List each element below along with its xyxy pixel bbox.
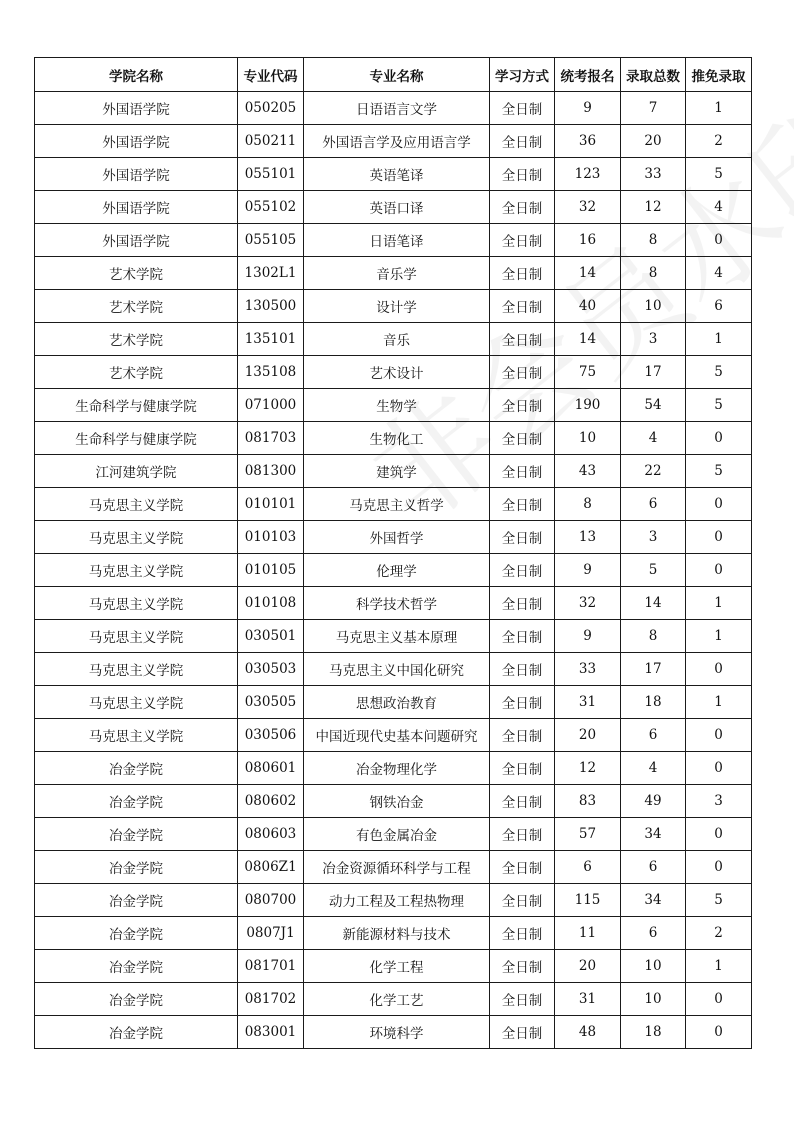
major-name-cell: 动力工程及工程热物理 bbox=[304, 884, 490, 917]
recommended-admitted-cell: 5 bbox=[686, 455, 752, 488]
major-code-cell: 030503 bbox=[238, 653, 304, 686]
college-name-cell: 冶金学院 bbox=[35, 785, 238, 818]
study-mode-cell: 全日制 bbox=[490, 752, 555, 785]
exam-applicants-cell: 14 bbox=[555, 257, 621, 290]
recommended-admitted-cell: 2 bbox=[686, 917, 752, 950]
recommended-admitted-cell: 5 bbox=[686, 356, 752, 389]
table-row bbox=[35, 422, 752, 455]
major-code-cell: 0806Z1 bbox=[238, 851, 304, 884]
total-admitted-cell: 18 bbox=[621, 1016, 686, 1049]
major-code-cell: 050205 bbox=[238, 92, 304, 125]
total-admitted-cell: 10 bbox=[621, 983, 686, 1016]
total-admitted-cell: 6 bbox=[621, 719, 686, 752]
study-mode-cell: 全日制 bbox=[490, 587, 555, 620]
recommended-admitted-cell: 0 bbox=[686, 983, 752, 1016]
major-name-cell: 冶金资源循环科学与工程 bbox=[304, 851, 490, 884]
study-mode-cell: 全日制 bbox=[490, 290, 555, 323]
major-name-cell: 化学工艺 bbox=[304, 983, 490, 1016]
total-admitted-cell: 6 bbox=[621, 851, 686, 884]
total-admitted-cell: 54 bbox=[621, 389, 686, 422]
major-code-cell: 010101 bbox=[238, 488, 304, 521]
table-row bbox=[35, 653, 752, 686]
college-name-cell: 冶金学院 bbox=[35, 752, 238, 785]
recommended-admitted-cell: 0 bbox=[686, 752, 752, 785]
total-admitted-cell: 3 bbox=[621, 521, 686, 554]
exam-applicants-cell: 9 bbox=[555, 92, 621, 125]
major-code-cell: 083001 bbox=[238, 1016, 304, 1049]
total-admitted-cell: 3 bbox=[621, 323, 686, 356]
college-name-cell: 冶金学院 bbox=[35, 1016, 238, 1049]
exam-applicants-cell: 123 bbox=[555, 158, 621, 191]
recommended-admitted-cell: 0 bbox=[686, 521, 752, 554]
table-row bbox=[35, 389, 752, 422]
study-mode-cell: 全日制 bbox=[490, 983, 555, 1016]
exam-applicants-cell: 36 bbox=[555, 125, 621, 158]
major-code-cell: 071000 bbox=[238, 389, 304, 422]
college-name-cell: 外国语学院 bbox=[35, 125, 238, 158]
recommended-admitted-cell: 3 bbox=[686, 785, 752, 818]
table-row bbox=[35, 125, 752, 158]
study-mode-cell: 全日制 bbox=[490, 521, 555, 554]
college-name-cell: 马克思主义学院 bbox=[35, 587, 238, 620]
major-name-cell: 生物化工 bbox=[304, 422, 490, 455]
table-row bbox=[35, 1016, 752, 1049]
college-name-cell: 生命科学与健康学院 bbox=[35, 389, 238, 422]
major-name-cell: 外国哲学 bbox=[304, 521, 490, 554]
recommended-admitted-cell: 4 bbox=[686, 257, 752, 290]
major-code-cell: 030501 bbox=[238, 620, 304, 653]
total-admitted-cell: 20 bbox=[621, 125, 686, 158]
major-code-cell: 030505 bbox=[238, 686, 304, 719]
study-mode-cell: 全日制 bbox=[490, 125, 555, 158]
study-mode-cell: 全日制 bbox=[490, 653, 555, 686]
exam-applicants-cell: 11 bbox=[555, 917, 621, 950]
study-mode-cell: 全日制 bbox=[490, 950, 555, 983]
total-admitted-cell: 34 bbox=[621, 884, 686, 917]
major-code-cell: 055105 bbox=[238, 224, 304, 257]
study-mode-cell: 全日制 bbox=[490, 1016, 555, 1049]
study-mode-cell: 全日制 bbox=[490, 488, 555, 521]
major-name-cell: 钢铁冶金 bbox=[304, 785, 490, 818]
study-mode-cell: 全日制 bbox=[490, 422, 555, 455]
total-admitted-cell: 22 bbox=[621, 455, 686, 488]
college-name-cell: 艺术学院 bbox=[35, 323, 238, 356]
total-admitted-cell: 33 bbox=[621, 158, 686, 191]
study-mode-cell: 全日制 bbox=[490, 224, 555, 257]
table-row bbox=[35, 323, 752, 356]
college-name-cell: 马克思主义学院 bbox=[35, 554, 238, 587]
major-code-cell: 055102 bbox=[238, 191, 304, 224]
college-name-cell: 冶金学院 bbox=[35, 851, 238, 884]
major-code-cell: 1302L1 bbox=[238, 257, 304, 290]
college-name-cell: 生命科学与健康学院 bbox=[35, 422, 238, 455]
study-mode-cell: 全日制 bbox=[490, 785, 555, 818]
table-row bbox=[35, 191, 752, 224]
recommended-admitted-cell: 0 bbox=[686, 422, 752, 455]
major-code-cell: 030506 bbox=[238, 719, 304, 752]
table-row bbox=[35, 620, 752, 653]
total-admitted-cell: 17 bbox=[621, 356, 686, 389]
college-name-cell: 外国语学院 bbox=[35, 158, 238, 191]
major-name-cell: 外国语言学及应用语言学 bbox=[304, 125, 490, 158]
study-mode-cell: 全日制 bbox=[490, 917, 555, 950]
table-row bbox=[35, 521, 752, 554]
major-name-cell: 马克思主义哲学 bbox=[304, 488, 490, 521]
college-name-cell: 艺术学院 bbox=[35, 290, 238, 323]
table-row bbox=[35, 488, 752, 521]
major-name-cell: 马克思主义中国化研究 bbox=[304, 653, 490, 686]
exam-applicants-cell: 115 bbox=[555, 884, 621, 917]
total-admitted-cell: 14 bbox=[621, 587, 686, 620]
admissions-table bbox=[34, 57, 752, 1049]
major-name-cell: 英语口译 bbox=[304, 191, 490, 224]
recommended-admitted-cell: 0 bbox=[686, 719, 752, 752]
major-code-cell: 081703 bbox=[238, 422, 304, 455]
total-admitted-cell: 4 bbox=[621, 752, 686, 785]
exam-applicants-cell: 13 bbox=[555, 521, 621, 554]
study-mode-cell: 全日制 bbox=[490, 851, 555, 884]
total-admitted-cell: 7 bbox=[621, 92, 686, 125]
college-name-cell: 马克思主义学院 bbox=[35, 653, 238, 686]
recommended-admitted-cell: 6 bbox=[686, 290, 752, 323]
header-major-code: 专业代码 bbox=[238, 58, 304, 92]
exam-applicants-cell: 83 bbox=[555, 785, 621, 818]
major-code-cell: 050211 bbox=[238, 125, 304, 158]
college-name-cell: 马克思主义学院 bbox=[35, 719, 238, 752]
table-header-row bbox=[35, 58, 752, 92]
major-name-cell: 设计学 bbox=[304, 290, 490, 323]
exam-applicants-cell: 8 bbox=[555, 488, 621, 521]
college-name-cell: 外国语学院 bbox=[35, 92, 238, 125]
major-name-cell: 环境科学 bbox=[304, 1016, 490, 1049]
total-admitted-cell: 4 bbox=[621, 422, 686, 455]
recommended-admitted-cell: 1 bbox=[686, 686, 752, 719]
major-name-cell: 科学技术哲学 bbox=[304, 587, 490, 620]
major-code-cell: 081701 bbox=[238, 950, 304, 983]
exam-applicants-cell: 31 bbox=[555, 686, 621, 719]
recommended-admitted-cell: 0 bbox=[686, 488, 752, 521]
total-admitted-cell: 17 bbox=[621, 653, 686, 686]
exam-applicants-cell: 16 bbox=[555, 224, 621, 257]
total-admitted-cell: 49 bbox=[621, 785, 686, 818]
table-row bbox=[35, 785, 752, 818]
college-name-cell: 马克思主义学院 bbox=[35, 620, 238, 653]
table-row bbox=[35, 290, 752, 323]
major-code-cell: 130500 bbox=[238, 290, 304, 323]
major-code-cell: 081300 bbox=[238, 455, 304, 488]
college-name-cell: 外国语学院 bbox=[35, 191, 238, 224]
college-name-cell: 冶金学院 bbox=[35, 950, 238, 983]
major-name-cell: 化学工程 bbox=[304, 950, 490, 983]
exam-applicants-cell: 9 bbox=[555, 554, 621, 587]
table-row bbox=[35, 224, 752, 257]
major-name-cell: 音乐学 bbox=[304, 257, 490, 290]
exam-applicants-cell: 31 bbox=[555, 983, 621, 1016]
exam-applicants-cell: 40 bbox=[555, 290, 621, 323]
exam-applicants-cell: 43 bbox=[555, 455, 621, 488]
college-name-cell: 马克思主义学院 bbox=[35, 686, 238, 719]
exam-applicants-cell: 14 bbox=[555, 323, 621, 356]
recommended-admitted-cell: 5 bbox=[686, 389, 752, 422]
major-name-cell: 伦理学 bbox=[304, 554, 490, 587]
total-admitted-cell: 8 bbox=[621, 620, 686, 653]
major-name-cell: 新能源材料与技术 bbox=[304, 917, 490, 950]
header-college-name: 学院名称 bbox=[35, 58, 238, 92]
recommended-admitted-cell: 5 bbox=[686, 884, 752, 917]
total-admitted-cell: 6 bbox=[621, 917, 686, 950]
total-admitted-cell: 5 bbox=[621, 554, 686, 587]
recommended-admitted-cell: 0 bbox=[686, 653, 752, 686]
college-name-cell: 冶金学院 bbox=[35, 917, 238, 950]
recommended-admitted-cell: 1 bbox=[686, 92, 752, 125]
college-name-cell: 冶金学院 bbox=[35, 983, 238, 1016]
total-admitted-cell: 10 bbox=[621, 290, 686, 323]
college-name-cell: 马克思主义学院 bbox=[35, 488, 238, 521]
college-name-cell: 艺术学院 bbox=[35, 356, 238, 389]
recommended-admitted-cell: 0 bbox=[686, 224, 752, 257]
total-admitted-cell: 34 bbox=[621, 818, 686, 851]
header-study-mode: 学习方式 bbox=[490, 58, 555, 92]
exam-applicants-cell: 33 bbox=[555, 653, 621, 686]
major-name-cell: 有色金属冶金 bbox=[304, 818, 490, 851]
major-code-cell: 010103 bbox=[238, 521, 304, 554]
table-row bbox=[35, 686, 752, 719]
exam-applicants-cell: 75 bbox=[555, 356, 621, 389]
table-row bbox=[35, 554, 752, 587]
table-row bbox=[35, 158, 752, 191]
recommended-admitted-cell: 0 bbox=[686, 851, 752, 884]
study-mode-cell: 全日制 bbox=[490, 884, 555, 917]
major-code-cell: 080601 bbox=[238, 752, 304, 785]
exam-applicants-cell: 190 bbox=[555, 389, 621, 422]
recommended-admitted-cell: 0 bbox=[686, 554, 752, 587]
table-body bbox=[35, 92, 752, 1049]
major-name-cell: 艺术设计 bbox=[304, 356, 490, 389]
major-code-cell: 080603 bbox=[238, 818, 304, 851]
major-name-cell: 思想政治教育 bbox=[304, 686, 490, 719]
study-mode-cell: 全日制 bbox=[490, 323, 555, 356]
recommended-admitted-cell: 1 bbox=[686, 323, 752, 356]
table-row bbox=[35, 917, 752, 950]
total-admitted-cell: 10 bbox=[621, 950, 686, 983]
header-total-admitted: 录取总数 bbox=[621, 58, 686, 92]
study-mode-cell: 全日制 bbox=[490, 455, 555, 488]
exam-applicants-cell: 10 bbox=[555, 422, 621, 455]
exam-applicants-cell: 6 bbox=[555, 851, 621, 884]
table-row bbox=[35, 257, 752, 290]
major-name-cell: 日语语言文学 bbox=[304, 92, 490, 125]
major-code-cell: 010105 bbox=[238, 554, 304, 587]
study-mode-cell: 全日制 bbox=[490, 686, 555, 719]
recommended-admitted-cell: 1 bbox=[686, 587, 752, 620]
major-name-cell: 日语笔译 bbox=[304, 224, 490, 257]
table-row bbox=[35, 719, 752, 752]
exam-applicants-cell: 12 bbox=[555, 752, 621, 785]
table-row bbox=[35, 950, 752, 983]
header-major-name: 专业名称 bbox=[304, 58, 490, 92]
exam-applicants-cell: 57 bbox=[555, 818, 621, 851]
college-name-cell: 冶金学院 bbox=[35, 818, 238, 851]
total-admitted-cell: 6 bbox=[621, 488, 686, 521]
major-name-cell: 生物学 bbox=[304, 389, 490, 422]
college-name-cell: 马克思主义学院 bbox=[35, 521, 238, 554]
exam-applicants-cell: 32 bbox=[555, 191, 621, 224]
major-code-cell: 0807J1 bbox=[238, 917, 304, 950]
study-mode-cell: 全日制 bbox=[490, 554, 555, 587]
recommended-admitted-cell: 5 bbox=[686, 158, 752, 191]
study-mode-cell: 全日制 bbox=[490, 257, 555, 290]
exam-applicants-cell: 9 bbox=[555, 620, 621, 653]
college-name-cell: 江河建筑学院 bbox=[35, 455, 238, 488]
major-code-cell: 081702 bbox=[238, 983, 304, 1016]
major-name-cell: 中国近现代史基本问题研究 bbox=[304, 719, 490, 752]
header-recommended-admitted: 推免录取 bbox=[686, 58, 752, 92]
major-code-cell: 055101 bbox=[238, 158, 304, 191]
table-row bbox=[35, 752, 752, 785]
total-admitted-cell: 8 bbox=[621, 257, 686, 290]
recommended-admitted-cell: 1 bbox=[686, 620, 752, 653]
major-code-cell: 080602 bbox=[238, 785, 304, 818]
major-name-cell: 冶金物理化学 bbox=[304, 752, 490, 785]
table-row bbox=[35, 983, 752, 1016]
study-mode-cell: 全日制 bbox=[490, 158, 555, 191]
table-row bbox=[35, 851, 752, 884]
study-mode-cell: 全日制 bbox=[490, 818, 555, 851]
major-name-cell: 音乐 bbox=[304, 323, 490, 356]
recommended-admitted-cell: 0 bbox=[686, 818, 752, 851]
major-code-cell: 135101 bbox=[238, 323, 304, 356]
study-mode-cell: 全日制 bbox=[490, 620, 555, 653]
recommended-admitted-cell: 2 bbox=[686, 125, 752, 158]
exam-applicants-cell: 32 bbox=[555, 587, 621, 620]
table-row bbox=[35, 356, 752, 389]
recommended-admitted-cell: 4 bbox=[686, 191, 752, 224]
table-row bbox=[35, 92, 752, 125]
exam-applicants-cell: 20 bbox=[555, 719, 621, 752]
college-name-cell: 冶金学院 bbox=[35, 884, 238, 917]
exam-applicants-cell: 20 bbox=[555, 950, 621, 983]
study-mode-cell: 全日制 bbox=[490, 191, 555, 224]
study-mode-cell: 全日制 bbox=[490, 356, 555, 389]
major-name-cell: 马克思主义基本原理 bbox=[304, 620, 490, 653]
table-row bbox=[35, 818, 752, 851]
table-row bbox=[35, 455, 752, 488]
recommended-admitted-cell: 1 bbox=[686, 950, 752, 983]
major-code-cell: 080700 bbox=[238, 884, 304, 917]
table-row bbox=[35, 884, 752, 917]
major-code-cell: 135108 bbox=[238, 356, 304, 389]
table-row bbox=[35, 587, 752, 620]
major-code-cell: 010108 bbox=[238, 587, 304, 620]
total-admitted-cell: 12 bbox=[621, 191, 686, 224]
study-mode-cell: 全日制 bbox=[490, 389, 555, 422]
college-name-cell: 外国语学院 bbox=[35, 224, 238, 257]
total-admitted-cell: 18 bbox=[621, 686, 686, 719]
total-admitted-cell: 8 bbox=[621, 224, 686, 257]
major-name-cell: 建筑学 bbox=[304, 455, 490, 488]
study-mode-cell: 全日制 bbox=[490, 92, 555, 125]
major-name-cell: 英语笔译 bbox=[304, 158, 490, 191]
exam-applicants-cell: 48 bbox=[555, 1016, 621, 1049]
header-exam-applicants: 统考报名 bbox=[555, 58, 621, 92]
college-name-cell: 艺术学院 bbox=[35, 257, 238, 290]
recommended-admitted-cell: 0 bbox=[686, 1016, 752, 1049]
study-mode-cell: 全日制 bbox=[490, 719, 555, 752]
